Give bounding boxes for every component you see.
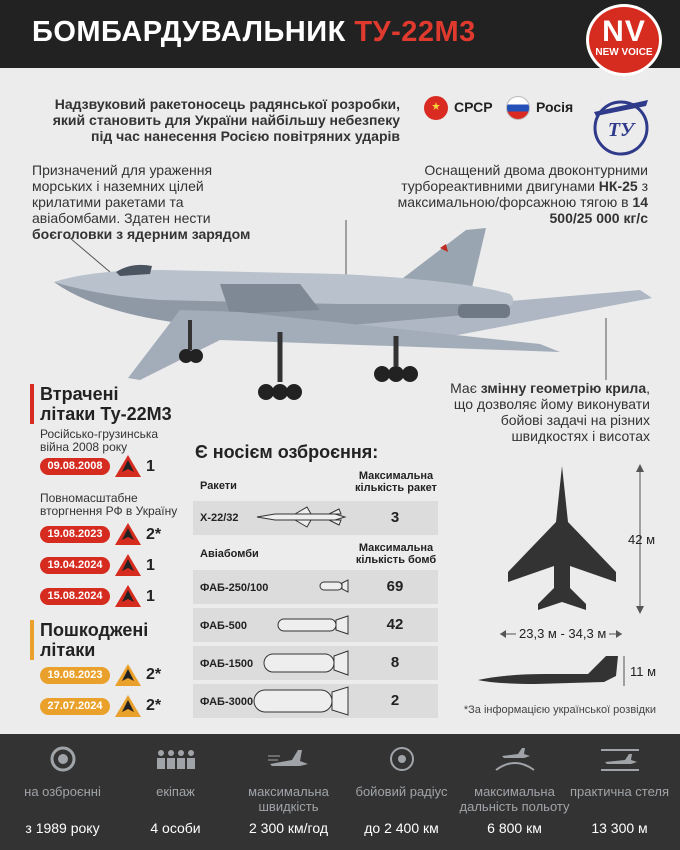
spec-label: екіпаж (156, 784, 195, 799)
missile-kh22-icon (255, 506, 347, 528)
bomb-count: 69 (386, 578, 404, 595)
missiles-max-header-line2: кількість ракет (355, 482, 437, 494)
wing-pre: Має (450, 380, 477, 396)
bomb-count: 2 (390, 692, 400, 709)
page-title (32, 16, 476, 49)
bombs-max-header-line1: Максимальна (358, 542, 434, 554)
purpose-text: Призначений для ураження морських і наземних цілей крилатими ракетами та авіабомбами. Здатен нести (32, 162, 213, 226)
length-dimension: 42 м (628, 532, 656, 547)
engines-thrust: 14 500/25 000 кг/с (549, 194, 648, 226)
damaged-title-line2: літаки (40, 640, 96, 660)
russia-flag-icon (506, 96, 530, 120)
nv-logo-subtext: NEW VOICE (595, 47, 653, 58)
spec-value: 6 800 км (487, 820, 542, 836)
spec-value: 13 300 м (591, 820, 648, 836)
ussr-label: СРСР (454, 99, 493, 115)
bomb-fab500-icon (276, 614, 350, 636)
lost-date-pill: 19.08.2023 (40, 526, 110, 543)
title-part1: БОМБАРДУВАЛЬНИК (32, 16, 346, 48)
lost-date-pill: 19.04.2024 (40, 557, 110, 574)
missiles-header: Ракети (200, 480, 237, 492)
tupolev-logo-icon (588, 92, 654, 158)
engines-mid: з максимальною/форсажною тягою в (397, 178, 648, 210)
lost-group1-line1: Російсько-грузинська (40, 427, 159, 441)
aircraft-side-view (476, 652, 626, 692)
spec-ceiling (563, 734, 676, 850)
bomb-count: 8 (390, 654, 400, 671)
nv-logo-text: NV (602, 15, 646, 48)
lost-title-line2: літаки Ту-22М3 (40, 404, 172, 424)
wing-note (440, 380, 650, 444)
lost-aircraft-icon (115, 455, 141, 477)
missile-count: 3 (390, 509, 400, 526)
wing-post: , що дозволяє йому виконувати бойові задачі на різних швидкостях і висотах (453, 380, 650, 444)
damaged-date-pill: 27.07.2024 (40, 698, 110, 715)
title-part2: ТУ-22М3 (354, 16, 476, 48)
damaged-title-line1: Пошкоджені (40, 620, 149, 640)
wingspan-dimension: 23,3 м - 34,3 м (516, 626, 609, 641)
spec-value: з 1989 року (25, 820, 100, 836)
service-icon (42, 746, 84, 772)
bomb-name: ФАБ-1500 (200, 658, 254, 670)
lost-group1-label (40, 428, 158, 454)
lost-count: 2* (146, 526, 162, 543)
engines-pre: Оснащений двома двоконтурними турбореактивними двигунами (401, 162, 648, 194)
bomb-fab3000-icon (252, 686, 350, 716)
speed-icon (268, 746, 310, 772)
bomb-name: ФАБ-500 (200, 620, 247, 632)
lost-count: 1 (146, 458, 155, 475)
lost-group2-line2: вторгнення РФ в Україну (40, 504, 178, 518)
lost-count: 1 (146, 588, 155, 605)
spec-crew (119, 734, 232, 850)
missiles-max-header-line1: Максимальна (358, 470, 434, 482)
missiles-max-header (352, 470, 440, 494)
damaged-count: 2* (146, 697, 162, 714)
damaged-count: 2* (146, 666, 162, 683)
spec-value: 2 300 км/год (248, 820, 328, 836)
spec-range (458, 734, 571, 850)
bomb-name: ФАБ-3000 (200, 696, 254, 708)
spec-label: максимальна дальність польоту (459, 784, 570, 814)
lost-group1-line2: війна 2008 року (40, 440, 128, 454)
ceiling-icon (599, 746, 641, 772)
specs-bar (0, 734, 680, 850)
lost-aircraft-icon (115, 585, 141, 607)
svg-text:ТУ: ТУ (607, 119, 635, 141)
range-icon (494, 746, 536, 772)
lost-group2-label (40, 492, 177, 518)
missile-name: Х-22/32 (200, 512, 239, 524)
spec-label: на озброєнні (24, 784, 101, 799)
lost-title-line1: Втрачені (40, 384, 119, 404)
intro-text: Надзвуковий ракетоносець радянської розробки, який становить для України найбільшу небезпеку під час нанесення Росією повітряних ударів (52, 96, 400, 144)
lost-group2-line1: Повномасштабне (40, 491, 138, 505)
spec-label: практична стеля (569, 784, 670, 799)
wing-bold: змінну геометрію крила (480, 380, 647, 396)
height-dimension: 11 м (630, 664, 657, 679)
ussr-flag-icon (424, 96, 448, 120)
spec-speed (232, 734, 345, 850)
bomb-name: ФАБ-250/100 (200, 582, 269, 594)
damaged-date-pill: 19.08.2023 (40, 667, 110, 684)
engines-name: НК-25 (598, 178, 638, 194)
spec-label: бойовий радіус (355, 784, 448, 799)
crew-icon (155, 746, 197, 772)
header-banner (0, 0, 680, 68)
spec-radius (345, 734, 458, 850)
bomb-count: 42 (386, 616, 404, 633)
russia-label: Росія (536, 99, 574, 115)
lost-date-pill: 09.08.2008 (40, 458, 110, 475)
spec-value: 4 особи (150, 820, 201, 836)
damaged-aircraft-icon (115, 695, 141, 717)
lost-aircraft-icon (115, 523, 141, 545)
lost-accent-bar (30, 384, 34, 424)
radius-icon (381, 746, 423, 772)
spec-value: до 2 400 км (364, 820, 439, 836)
damaged-accent-bar (30, 620, 34, 660)
spec-label: максимальна швидкість (248, 784, 329, 814)
bomb-fab250-icon (318, 578, 350, 594)
purpose-bold: боєголовки з ядерним зарядом (32, 226, 251, 242)
bombs-header: Авіабомби (200, 548, 259, 560)
footnote: *За інформацією української розвідки (463, 704, 656, 716)
lost-aircraft-icon (115, 554, 141, 576)
lost-title (40, 384, 172, 424)
spec-service (6, 734, 119, 850)
damaged-aircraft-icon (115, 664, 141, 686)
lost-date-pill: 15.08.2024 (40, 588, 110, 605)
damaged-title (40, 620, 148, 660)
bombs-max-header-line2: кількість бомб (355, 554, 437, 566)
nv-logo (586, 4, 662, 76)
armament-title: Є носієм озброєння: (195, 442, 379, 462)
bomb-fab1500-icon (262, 650, 350, 676)
bombs-max-header (352, 542, 440, 566)
lost-count: 1 (146, 557, 155, 574)
